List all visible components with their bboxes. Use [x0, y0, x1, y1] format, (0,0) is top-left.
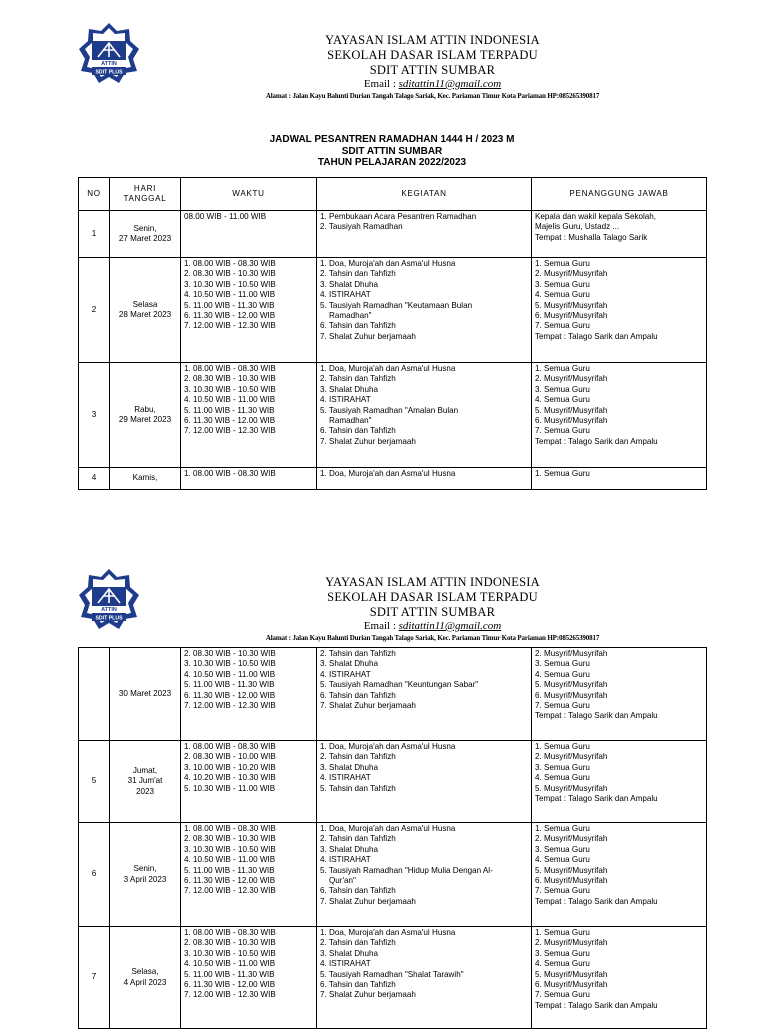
cell-line: 4. Semua Guru: [535, 773, 590, 783]
cell-line: 2. Tahsin dan Tahfizh: [320, 752, 396, 762]
cell-line: 31 Jum'at: [127, 776, 163, 786]
cell-line: 4. 10.50 WIB - 11.00 WIB: [184, 395, 276, 405]
cell-line: 7. 12.00 WIB - 12.30 WIB: [184, 321, 276, 331]
cell-line: 3. 10.30 WIB - 10.50 WIB: [184, 844, 276, 854]
cell-line: 5. Musyrif/Musyrifah: [535, 405, 608, 415]
cell-line: 4. 10.20 WIB - 10.30 WIB: [184, 773, 276, 783]
row-activity-list: [317, 823, 532, 927]
cell-line: 3. Shalat Dhuha: [320, 844, 379, 854]
cell-line: 2. Tahsin dan Tahfizh: [320, 374, 396, 384]
col-kegiatan: KEGIATAN: [317, 178, 532, 211]
cell-line: 27 Maret 2023: [118, 234, 172, 243]
cell-line: 5. 11.00 WIB - 11.30 WIB: [184, 865, 275, 875]
cell-line: 5. Tahsin dan Tahfizh: [320, 783, 396, 793]
cell-line: 3 April 2023: [123, 874, 167, 884]
cell-line: 4. 10.50 WIB - 11.00 WIB: [184, 669, 276, 679]
cell-line: 7. Shalat Zuhur berjamaah: [320, 701, 416, 711]
cell-line: Majelis Guru, Ustadz ...: [535, 222, 620, 232]
cell-line: 3. Shalat Dhuha: [320, 659, 379, 669]
cell-line: Rabu,: [134, 404, 156, 414]
row-responsible-list: [532, 741, 707, 823]
schedule-body-page-2: [79, 648, 707, 1029]
cell-line: Kepala dan wakil kepala Sekolah,: [535, 212, 657, 221]
email-link[interactable]: sditattin11@gmail.com: [398, 620, 502, 632]
cell-line: Tempat : Talago Sarik dan Ampalu: [535, 331, 658, 341]
cell-line: Selasa: [132, 299, 158, 309]
cell-line: 2. 08.30 WIB - 10.00 WIB: [184, 752, 276, 762]
cell-line: 1. Semua Guru: [535, 742, 590, 751]
cell-line: 7. Semua Guru: [535, 990, 590, 1000]
cell-line: 2023: [135, 786, 154, 796]
table-row: [79, 258, 707, 363]
row-responsible-list: [532, 211, 707, 258]
cell-line: 4. ISTIRAHAT: [320, 290, 371, 300]
cell-line: 29 Maret 2023: [118, 415, 172, 424]
cell-line: 6. 11.30 WIB - 12.00 WIB: [184, 690, 276, 700]
document-page-2: [0, 545, 768, 1024]
cell-line: 1. Semua Guru: [535, 364, 590, 373]
foundation-name: YAYASAN ISLAM ATTIN INDONESIA: [325, 575, 540, 589]
cell-line: 7. Shalat Zuhur berjamaah: [320, 331, 416, 341]
cell-line: 7. Shalat Zuhur berjamaah: [320, 896, 416, 906]
cell-line: 1. Semua Guru: [535, 824, 590, 833]
email-line: Email : sditattin11@gmail.com: [363, 78, 502, 90]
table-row: [79, 211, 707, 258]
schedule-title: JADWAL PESANTREN RAMADHAN 1444 H / 2023 M SDIT ATTIN SUMBAR TAHUN PELAJARAN 2022/2023: [269, 134, 515, 168]
cell-line: Jumat,: [132, 765, 158, 775]
svg-text:SDIT PLUS: SDIT PLUS: [95, 615, 123, 622]
row-responsible-list: [532, 468, 707, 490]
cell-line: 1. Doa, Muroja'ah dan Asma'ul Husna: [320, 259, 456, 268]
cell-line: 1. Semua Guru: [535, 928, 590, 937]
school-name: SDIT ATTIN SUMBAR: [369, 63, 496, 77]
row-time-list: [181, 468, 317, 490]
cell-line: 4. 10.50 WIB - 11.00 WIB: [184, 290, 276, 300]
row-responsible-list: [532, 258, 707, 363]
table-row: [79, 468, 707, 490]
cell-line: 6. Tahsin dan Tahfizh: [320, 886, 396, 896]
cell-line: Qur'an": [329, 876, 356, 886]
cell-line: 2. 08.30 WIB - 10.30 WIB: [184, 649, 276, 658]
address-line: Alamat : Jalan Kayu Balunti Durian Tangah Talago Sariak, Kec. Pariaman Timur Kota Pariaman HP:085265390817: [265, 92, 600, 100]
school-logo-icon: [78, 22, 140, 84]
row-time-list: [181, 823, 317, 927]
address-line: Alamat : Jalan Kayu Balunti Durian Tangah Talago Sariak, Kec. Pariaman Timur Kota Pariaman HP:085265390817: [265, 634, 600, 642]
row-activity-list: [317, 648, 532, 741]
cell-line: 3. Shalat Dhuha: [320, 948, 379, 958]
row-activity-list: [317, 741, 532, 823]
row-number: [79, 648, 110, 741]
cell-line: 5. Musyrif/Musyrifah: [535, 680, 608, 690]
cell-line: 5. 11.00 WIB - 11.30 WIB: [184, 405, 275, 415]
row-number: 6: [79, 823, 110, 927]
svg-text:SDIT PLUS: SDIT PLUS: [95, 69, 123, 76]
cell-line: Senin,: [133, 864, 157, 874]
row-responsible-list: [532, 927, 707, 1029]
cell-line: 1. 08.00 WIB - 08.30 WIB: [184, 824, 276, 833]
row-time-list: [181, 927, 317, 1029]
row-date: [110, 363, 181, 468]
cell-line: 4. ISTIRAHAT: [320, 959, 371, 969]
cell-line: 5. 11.00 WIB - 11.30 WIB: [184, 969, 275, 979]
cell-line: 6. 11.30 WIB - 12.00 WIB: [184, 980, 276, 990]
cell-line: 4. 10.50 WIB - 11.00 WIB: [184, 855, 276, 865]
cell-line: Selasa,: [131, 967, 159, 977]
cell-line: Tempat : Talago Sarik dan Ampalu: [535, 794, 658, 804]
row-responsible-list: [532, 648, 707, 741]
cell-line: 2. 08.30 WIB - 10.30 WIB: [184, 938, 276, 948]
cell-line: 4. ISTIRAHAT: [320, 773, 371, 783]
cell-line: 6. 11.30 WIB - 12.00 WIB: [184, 416, 276, 426]
table-row: [79, 927, 707, 1029]
cell-line: 4. ISTIRAHAT: [320, 855, 371, 865]
cell-line: 6. 11.30 WIB - 12.00 WIB: [184, 311, 276, 321]
cell-line: 3. Semua Guru: [535, 659, 590, 669]
cell-line: 6. Musyrif/Musyrifah: [535, 416, 608, 426]
row-number: 5: [79, 741, 110, 823]
table-row: [79, 648, 707, 741]
cell-line: 1. 08.00 WIB - 08.30 WIB: [184, 469, 276, 478]
col-waktu: WAKTU: [181, 178, 317, 211]
cell-line: 1. Doa, Muroja'ah dan Asma'ul Husna: [320, 928, 456, 937]
cell-line: 2. 08.30 WIB - 10.30 WIB: [184, 269, 276, 279]
cell-line: Tempat : Talago Sarik dan Ampalu: [535, 1000, 658, 1010]
schedule-table-page-2: [78, 647, 707, 1029]
cell-line: 1. Doa, Muroja'ah dan Asma'ul Husna: [320, 364, 456, 373]
letterhead: [150, 33, 715, 101]
cell-line: 5. 11.00 WIB - 11.30 WIB: [184, 680, 275, 690]
cell-line: 3. 10.30 WIB - 10.50 WIB: [184, 279, 276, 289]
cell-line: 6. Musyrif/Musyrifah: [535, 311, 608, 321]
row-date: [110, 823, 181, 927]
row-number: 1: [79, 211, 110, 258]
cell-line: 7. Shalat Zuhur berjamaah: [320, 436, 416, 446]
cell-line: 3. Semua Guru: [535, 762, 590, 772]
cell-line: 4. Semua Guru: [535, 855, 590, 865]
cell-line: 3. 10.30 WIB - 10.50 WIB: [184, 659, 276, 669]
row-number: 4: [79, 468, 110, 490]
cell-line: 6. Tahsin dan Tahfizh: [320, 690, 396, 700]
cell-line: 4. Semua Guru: [535, 959, 590, 969]
row-time-list: [181, 363, 317, 468]
cell-line: 7. 12.00 WIB - 12.30 WIB: [184, 886, 276, 896]
row-time-list: [181, 258, 317, 363]
cell-line: 7. Semua Guru: [535, 321, 590, 331]
svg-text:ATTIN: ATTIN: [101, 607, 117, 613]
cell-line: 7. Shalat Zuhur berjamaah: [320, 990, 416, 1000]
cell-line: 3. Semua Guru: [535, 279, 590, 289]
cell-line: 6. Tahsin dan Tahfizh: [320, 426, 396, 436]
cell-line: 4 April 2023: [123, 977, 167, 987]
cell-line: 2. Musyrif/Musyrifah: [535, 374, 608, 384]
cell-line: 3. 10.30 WIB - 10.50 WIB: [184, 948, 276, 958]
cell-line: 5. Tausiyah Ramadhan "Shalat Tarawih": [320, 969, 464, 979]
cell-line: 2. Musyrif/Musyrifah: [535, 938, 608, 948]
cell-line: 7. Semua Guru: [535, 701, 590, 711]
cell-line: 6. Musyrif/Musyrifah: [535, 876, 608, 886]
table-row: [79, 823, 707, 927]
cell-line: 2. Tahsin dan Tahfizh: [320, 834, 396, 844]
schedule-body-page-1: [79, 211, 707, 490]
cell-line: 5. Musyrif/Musyrifah: [535, 300, 608, 310]
cell-line: 1. 08.00 WIB - 08.30 WIB: [184, 364, 276, 373]
cell-line: 4. ISTIRAHAT: [320, 669, 371, 679]
row-activity-list: [317, 258, 532, 363]
cell-line: 5. Tausiyah Ramadhan "Hidup Mulia Dengan Al-: [320, 865, 493, 875]
col-no: NO: [79, 178, 110, 211]
cell-line: Tempat : Talago Sarik dan Ampalu: [535, 436, 658, 446]
row-date: [110, 258, 181, 363]
row-number: 2: [79, 258, 110, 363]
cell-line: 3. Semua Guru: [535, 948, 590, 958]
row-date: [110, 927, 181, 1029]
cell-line: 1. Doa, Muroja'ah dan Asma'ul Husna: [320, 469, 456, 478]
cell-line: 5. Tausiyah Ramadhan "Keuntungan Sabar": [320, 680, 479, 690]
row-time-list: [181, 648, 317, 741]
cell-line: 5. Musyrif/Musyrifah: [535, 969, 608, 979]
cell-line: 3. Shalat Dhuha: [320, 762, 379, 772]
row-activity-list: [317, 468, 532, 490]
email-line: Email : sditattin11@gmail.com: [363, 620, 502, 632]
cell-line: 5. Tausiyah Ramadhan "Amalan Bulan: [320, 405, 459, 415]
cell-line: 1. Semua Guru: [535, 469, 590, 478]
cell-line: 7. 12.00 WIB - 12.30 WIB: [184, 990, 276, 1000]
cell-line: 1. 08.00 WIB - 08.30 WIB: [184, 259, 276, 268]
school-type: SEKOLAH DASAR ISLAM TERPADU: [327, 590, 538, 604]
cell-line: Tempat : Talago Sarik dan Ampalu: [535, 896, 658, 906]
cell-line: 7. Semua Guru: [535, 426, 590, 436]
cell-line: 2. Musyrif/Musyrifah: [535, 834, 608, 844]
cell-line: 08.00 WIB - 11.00 WIB: [184, 212, 267, 221]
cell-line: 6. Tahsin dan Tahfizh: [320, 321, 396, 331]
school-logo-icon: [78, 568, 140, 630]
cell-line: 2. Musyrif/Musyrifah: [535, 269, 608, 279]
cell-line: Ramadhan": [329, 416, 372, 426]
row-number: 3: [79, 363, 110, 468]
cell-line: 6. Musyrif/Musyrifah: [535, 690, 608, 700]
cell-line: 5. 11.00 WIB - 11.30 WIB: [184, 300, 275, 310]
row-activity-list: [317, 363, 532, 468]
cell-line: 2. Tahsin dan Tahfizh: [320, 938, 396, 948]
cell-line: 2. Musyrif/Musyrifah: [535, 752, 608, 762]
cell-line: 3. Shalat Dhuha: [320, 384, 379, 394]
cell-line: 3. 10.30 WIB - 10.50 WIB: [184, 384, 276, 394]
foundation-name: YAYASAN ISLAM ATTIN INDONESIA: [325, 33, 540, 47]
row-date: [110, 211, 181, 258]
cell-line: 5. Musyrif/Musyrifah: [535, 783, 608, 793]
cell-line: 2. Musyrif/Musyrifah: [535, 649, 608, 658]
cell-line: 4. Semua Guru: [535, 395, 590, 405]
row-date: [110, 468, 181, 490]
cell-line: Ramadhan": [329, 311, 372, 321]
cell-line: 2. 08.30 WIB - 10.30 WIB: [184, 834, 276, 844]
cell-line: 3. Semua Guru: [535, 384, 590, 394]
table-row: [79, 741, 707, 823]
col-hari-tanggal: HARI TANGGAL: [110, 178, 181, 211]
cell-line: 2. 08.30 WIB - 10.30 WIB: [184, 374, 276, 384]
cell-line: Senin,: [133, 223, 157, 233]
svg-text:ATTIN: ATTIN: [101, 61, 117, 67]
cell-line: 5. 10.30 WIB - 11.00 WIB: [184, 783, 276, 793]
row-responsible-list: [532, 823, 707, 927]
row-number: 7: [79, 927, 110, 1029]
row-responsible-list: [532, 363, 707, 468]
cell-line: 28 Maret 2023: [118, 310, 172, 319]
row-time-list: [181, 211, 317, 258]
cell-line: 4. 10.50 WIB - 11.00 WIB: [184, 959, 276, 969]
cell-line: Kamis,: [132, 473, 158, 483]
cell-line: 5. Musyrif/Musyrifah: [535, 865, 608, 875]
row-activity-list: [317, 927, 532, 1029]
cell-line: Tempat : Mushalla Talago Sarik: [535, 232, 648, 242]
cell-line: 7. 12.00 WIB - 12.30 WIB: [184, 426, 276, 436]
cell-line: 7. Semua Guru: [535, 886, 590, 896]
cell-line: 30 Maret 2023: [118, 688, 172, 698]
row-date: [110, 741, 181, 823]
cell-line: 4. Semua Guru: [535, 669, 590, 679]
cell-line: 6. 11.30 WIB - 12.00 WIB: [184, 876, 276, 886]
cell-line: 6. Tahsin dan Tahfizh: [320, 980, 396, 990]
col-penanggung-jawab: PENANGGUNG JAWAB: [532, 178, 707, 211]
cell-line: 1. Doa, Muroja'ah dan Asma'ul Husna: [320, 824, 456, 833]
cell-line: 6. Musyrif/Musyrifah: [535, 980, 608, 990]
email-link[interactable]: sditattin11@gmail.com: [398, 78, 502, 90]
letterhead: [150, 575, 715, 643]
school-type: SEKOLAH DASAR ISLAM TERPADU: [327, 48, 538, 62]
cell-line: 1. 08.00 WIB - 08.30 WIB: [184, 928, 276, 937]
schedule-table-page-1: [78, 177, 707, 490]
table-row: [79, 363, 707, 468]
cell-line: 1. 08.00 WIB - 08.30 WIB: [184, 742, 276, 751]
cell-line: 1. Pembukaan Acara Pesantren Ramadhan: [320, 212, 477, 221]
cell-line: 4. ISTIRAHAT: [320, 395, 371, 405]
cell-line: 2. Tahsin dan Tahfizh: [320, 649, 396, 658]
cell-line: 2. Tausiyah Ramadhan: [320, 222, 403, 232]
row-activity-list: [317, 211, 532, 258]
school-name: SDIT ATTIN SUMBAR: [369, 605, 496, 619]
cell-line: 3. Semua Guru: [535, 844, 590, 854]
cell-line: 3. Shalat Dhuha: [320, 279, 379, 289]
cell-line: 1. Semua Guru: [535, 259, 590, 268]
cell-line: Tempat : Talago Sarik dan Ampalu: [535, 711, 658, 721]
cell-line: 1. Doa, Muroja'ah dan Asma'ul Husna: [320, 742, 456, 751]
cell-line: 7. 12.00 WIB - 12.30 WIB: [184, 701, 276, 711]
cell-line: 5. Tausiyah Ramadhan "Keutamaan Bulan: [320, 300, 473, 310]
cell-line: 4. Semua Guru: [535, 290, 590, 300]
cell-line: 3. 10.00 WIB - 10.20 WIB: [184, 762, 276, 772]
row-time-list: [181, 741, 317, 823]
row-date: [110, 648, 181, 741]
cell-line: 2. Tahsin dan Tahfizh: [320, 269, 396, 279]
